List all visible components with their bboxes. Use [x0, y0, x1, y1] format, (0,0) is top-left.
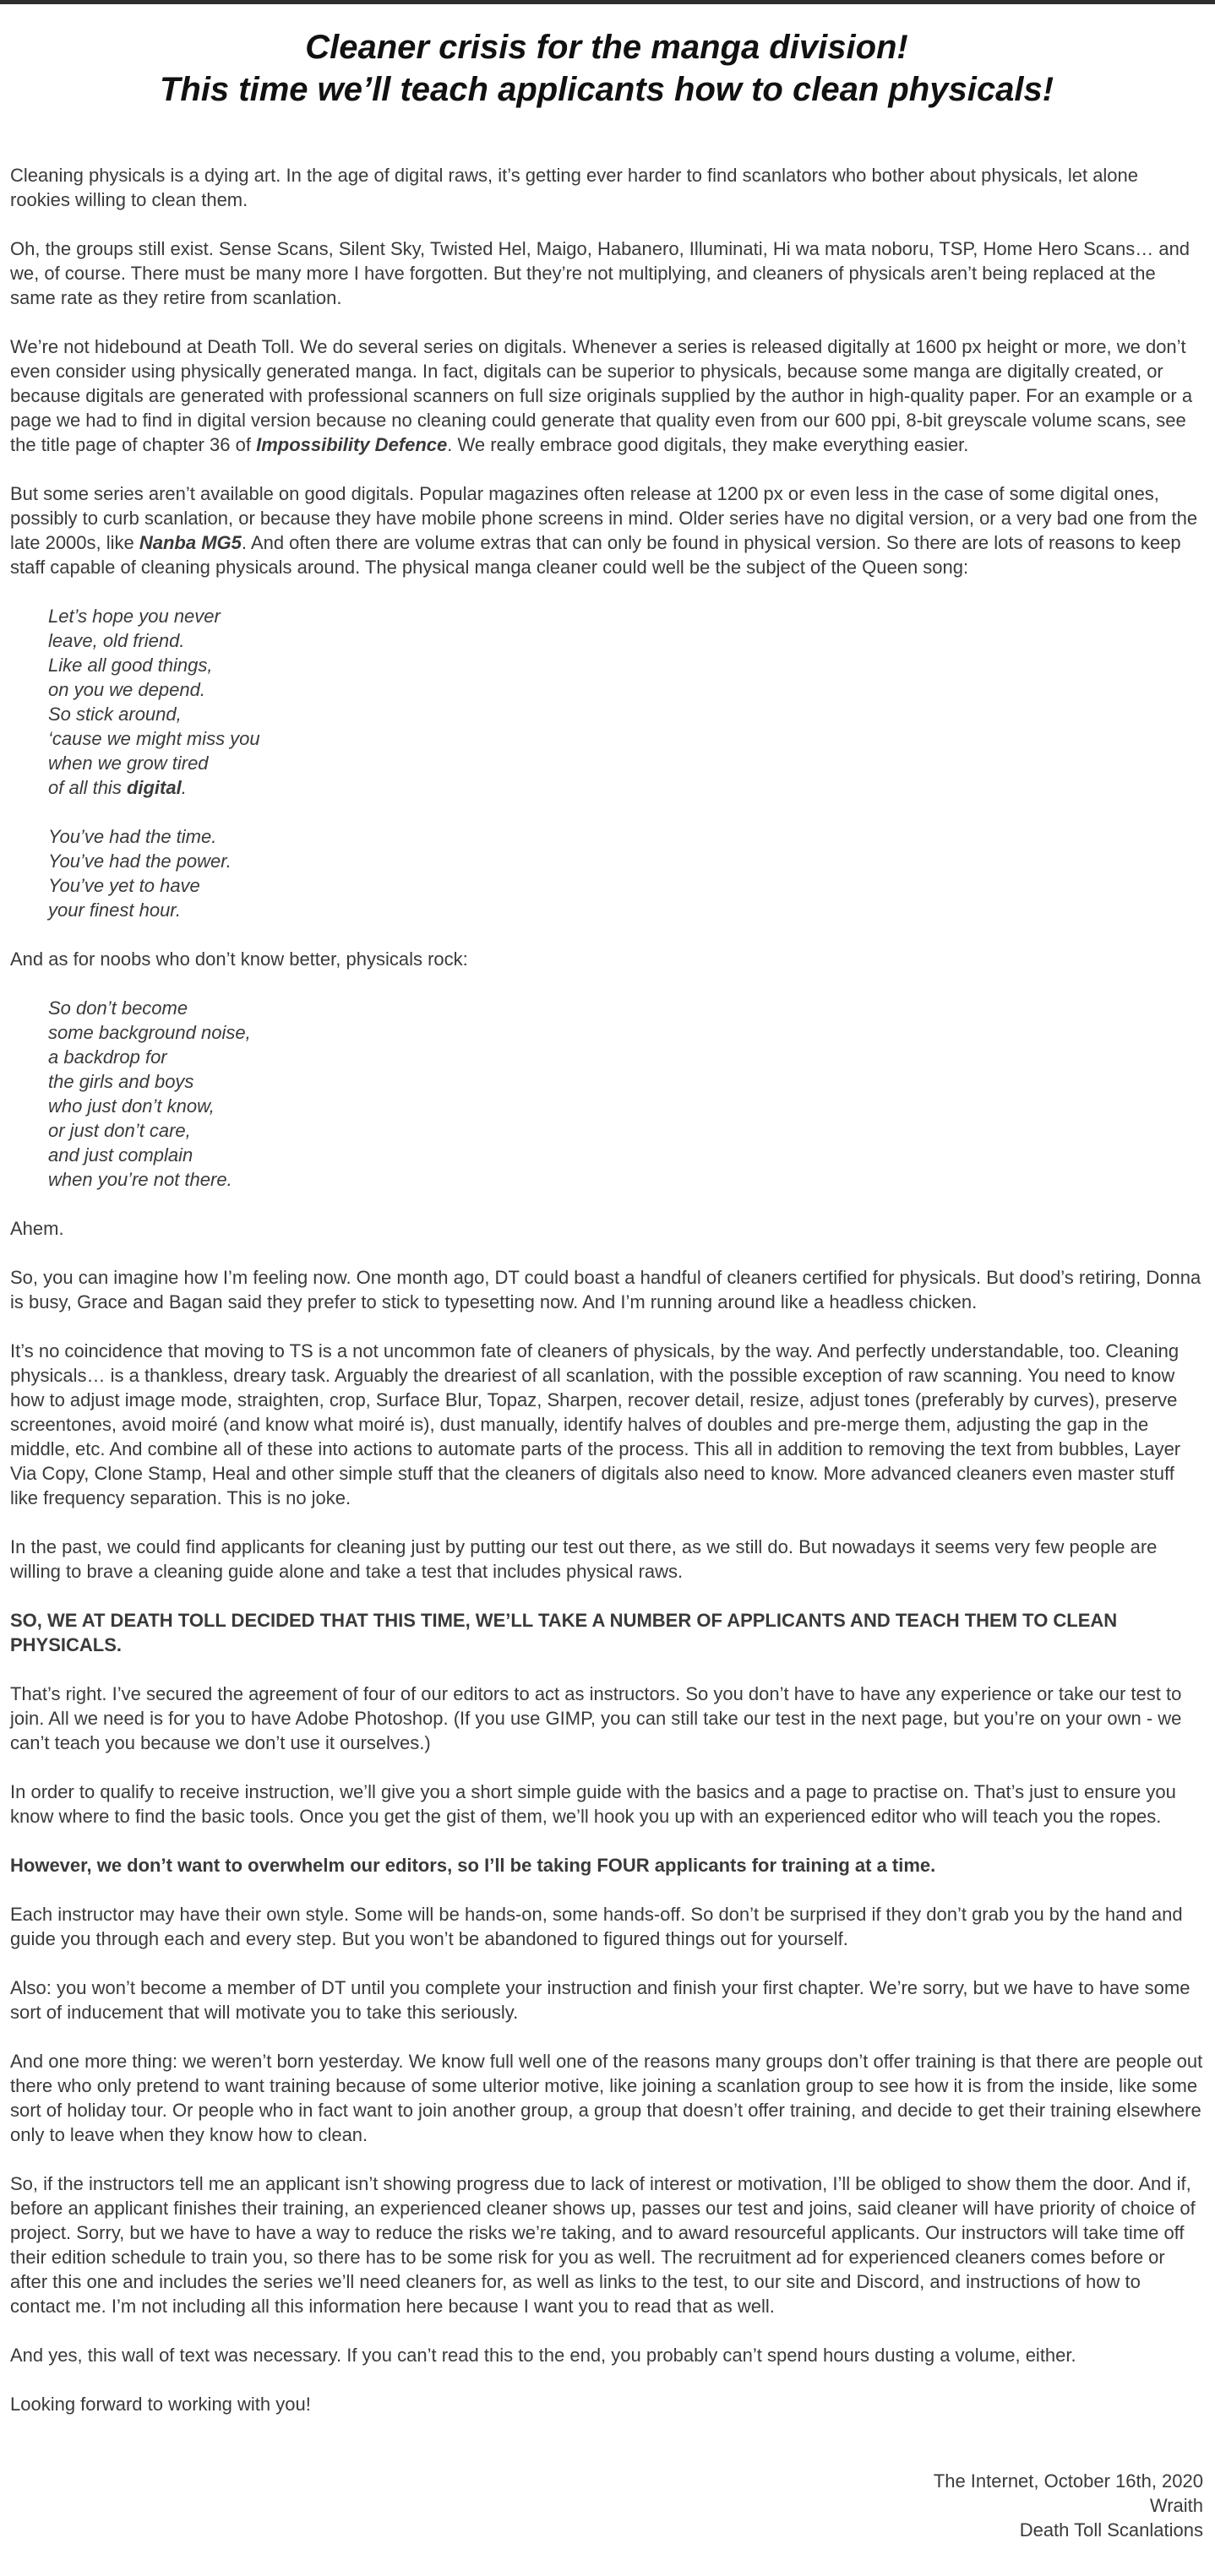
verse-line: You’ve had the time. [48, 826, 217, 847]
body-paragraph: In order to qualify to receive instruction, we’ll give you a short simple guide with the basics and a page to practise on. That’s just to ensure you know where to find the basic tools. Once you get the gist of them, we’ll hook you up with an experienced editor who will teach you the ropes. [10, 1781, 1176, 1827]
body-paragraph: Ahem. [10, 1218, 64, 1239]
body-paragraph: But some series aren’t available on good digitals. Popular magazines often release at 1200 px or even less in the case of some digital ones, possibly to curb scanlation, or because they have mobile phone screens in mind. Older series have no digital version, or a very bad one from the late 2000s, like Nanba MG5. And often there are volume extras that can only be found in physical version. So there are lots of reasons to keep staff capable of cleaning physicals around. The physical manga cleaner could well be the subject of the Queen song: [10, 483, 1198, 578]
signature-group: Death Toll Scanlations [1019, 2519, 1203, 2541]
emphasis-paragraph: SO, WE AT DEATH TOLL DECIDED THAT THIS TIME, WE’LL TAKE A NUMBER OF APPLICANTS AND TEACH THEM TO CLEAN PHYSICALS. [10, 1610, 1118, 1655]
body-paragraph: And as for noobs who don’t know better, physicals rock: [10, 948, 468, 970]
verse-line: Let’s hope you never [48, 606, 221, 627]
body-paragraph: So, you can imagine how I’m feeling now. One month ago, DT could boast a handful of cleaners certified for physicals. But dood’s retiring, Donna is busy, Grace and Bagan said they prefer to stick to typesetting now. And I’m running around like a headless chicken. [10, 1267, 1201, 1312]
verse-line: and just complain [48, 1144, 193, 1166]
verse-line: some background noise, [48, 1022, 251, 1043]
song-verse [10, 996, 1203, 1192]
body-paragraph: That’s right. I’ve secured the agreement of four of our editors to act as instructors. So you don’t have to have any experience or take our test to join. All we need is for you to have Adobe Photoshop. (If you use GIMP, you can still take our test in the next page, but you’re on your own - we can’t teach you because we don’t use it ourselves.) [10, 1683, 1182, 1753]
verse-line: leave, old friend. [48, 630, 185, 651]
body-paragraph: Also: you won’t become a member of DT until you complete your instruction and finish your first chapter. We’re sorry, but we have to have some sort of inducement that will motivate you to take this seriously. [10, 1977, 1190, 2023]
body-paragraph: Cleaning physicals is a dying art. In the age of digital raws, it’s getting ever harder to find scanlators who bother about physicals, let alone rookies willing to clean them. [10, 165, 1139, 210]
verse-line: when we grow tired [48, 753, 209, 774]
verse-line: when you’re not there. [48, 1169, 232, 1190]
verse-line: of all this digital. [48, 777, 187, 798]
emphasis-paragraph: However, we don’t want to overwhelm our editors, so I’ll be taking FOUR applicants for training at a time. [10, 1855, 936, 1876]
verse-line: So stick around, [48, 704, 182, 725]
body-paragraph: Looking forward to working with you! [10, 2394, 311, 2415]
page-title-line-1: Cleaner crisis for the manga division! [305, 29, 908, 66]
verse-line: who just don’t know, [48, 1095, 215, 1117]
body-paragraph: And one more thing: we weren’t born yesterday. We know full well one of the reasons many groups don’t offer training is that there are people out there who only pretend to want training because of some ulterior motive, like joining a scanlation group to see how it is from the inside, like some sort of holiday tour. Or people who in fact want to join another group, a group that doesn’t offer training, and decide to get their training elsewhere only to leave when they know how to clean. [10, 2051, 1203, 2145]
document-body [10, 163, 1203, 2416]
verse-line: a backdrop for [48, 1046, 167, 1068]
signature-block [10, 2469, 1203, 2542]
body-paragraph: In the past, we could find applicants for cleaning just by putting our test out there, as we still do. But nowadays it seems very few people are willing to brave a cleaning guide alone and take a test that includes physical raws. [10, 1536, 1158, 1582]
verse-line: Like all good things, [48, 655, 213, 676]
recruitment-document [0, 4, 1215, 2576]
verse-line: your finest hour. [48, 899, 181, 921]
song-verse [10, 824, 1203, 922]
body-paragraph: We’re not hidebound at Death Toll. We do several series on digitals. Whenever a series is released digitally at 1600 px height or more, we don’t even consider using physically generated manga. In fact, digitals can be superior to physicals, because some manga are digitally created, or because digitals are generated with professional scanners on full size originals supplied by the author in high-quality paper. For an example or a page we had to find in digital version because no cleaning could generate that quality even from our 600 ppi, 8-bit greyscale volume scans, see the title page of chapter 36 of Impossibility Defence. We really embrace good digitals, they make everything easier. [10, 336, 1193, 455]
verse-line: You’ve yet to have [48, 875, 200, 896]
body-paragraph: Each instructor may have their own style. Some will be hands-on, some hands-off. So don’t be surprised if they don’t grab you by the hand and guide you through each and every step. But you won’t be abandoned to figured things out for yourself. [10, 1904, 1183, 1949]
page-title [10, 26, 1203, 111]
verse-line: the girls and boys [48, 1071, 194, 1092]
verse-line: So don’t become [48, 997, 188, 1019]
body-paragraph: Oh, the groups still exist. Sense Scans, Silent Sky, Twisted Hel, Maigo, Habanero, Illuminati, Hi wa mata noboru, TSP, Home Hero Scans… and we, of course. There must be many more I have forgotten. But they’re not multiplying, and cleaners of physicals aren’t being replaced at the same rate as they retire from scanlation. [10, 238, 1190, 308]
verse-line: You’ve had the power. [48, 851, 232, 872]
body-paragraph: And yes, this wall of text was necessary. If you can’t read this to the end, you probably can’t spend hours dusting a volume, either. [10, 2345, 1076, 2366]
signature-author: Wraith [1149, 2495, 1203, 2516]
body-paragraph: It’s no coincidence that moving to TS is a not uncommon fate of cleaners of physicals, by the way. And perfectly understandable, too. Cleaning physicals… is a thankless, dreary task. Arguably the dreariest of all scanlation, with the possible exception of raw scanning. You need to know how to adjust image mode, straighten, crop, Surface Blur, Topaz, Sharpen, recover detail, resize, adjust tones (preferably by curves), preserve screentones, avoid moiré (and know what moiré is), dust manually, identify halves of doubles and pre-merge them, adjusting the gap in the middle, etc. And combine all of these into actions to automate parts of the process. This all in addition to removing the text from bubbles, Layer Via Copy, Clone Stamp, Heal and other simple stuff that the cleaners of digitals also need to know. More advanced cleaners even master stuff like frequency separation. This is no joke. [10, 1340, 1181, 1508]
verse-line: or just don’t care, [48, 1120, 191, 1141]
verse-line: ‘cause we might miss you [48, 728, 260, 749]
signature-date: The Internet, October 16th, 2020 [933, 2470, 1203, 2492]
page-title-line-2: This time we’ll teach applicants how to clean physicals! [159, 71, 1054, 108]
song-verse [10, 604, 1203, 800]
verse-line: on you we depend. [48, 679, 205, 700]
body-paragraph: So, if the instructors tell me an applicant isn’t showing progress due to lack of interest or motivation, I’ll be obliged to show them the door. And if, before an applicant finishes their training, an experienced cleaner shows up, passes our test and joins, said cleaner will have priority of choice of project. Sorry, but we have to have a way to reduce the risks we’re taking, and to award resourceful applicants. Our instructors will take time off their edition schedule to train you, so there has to be some risk for you as well. The recruitment ad for experienced cleaners comes before or after this one and includes the series we’ll need cleaners for, as well as links to the test, to our site and Discord, and instructions of how to contact me. I’m not including all this information here because I want you to read that as well. [10, 2173, 1196, 2317]
